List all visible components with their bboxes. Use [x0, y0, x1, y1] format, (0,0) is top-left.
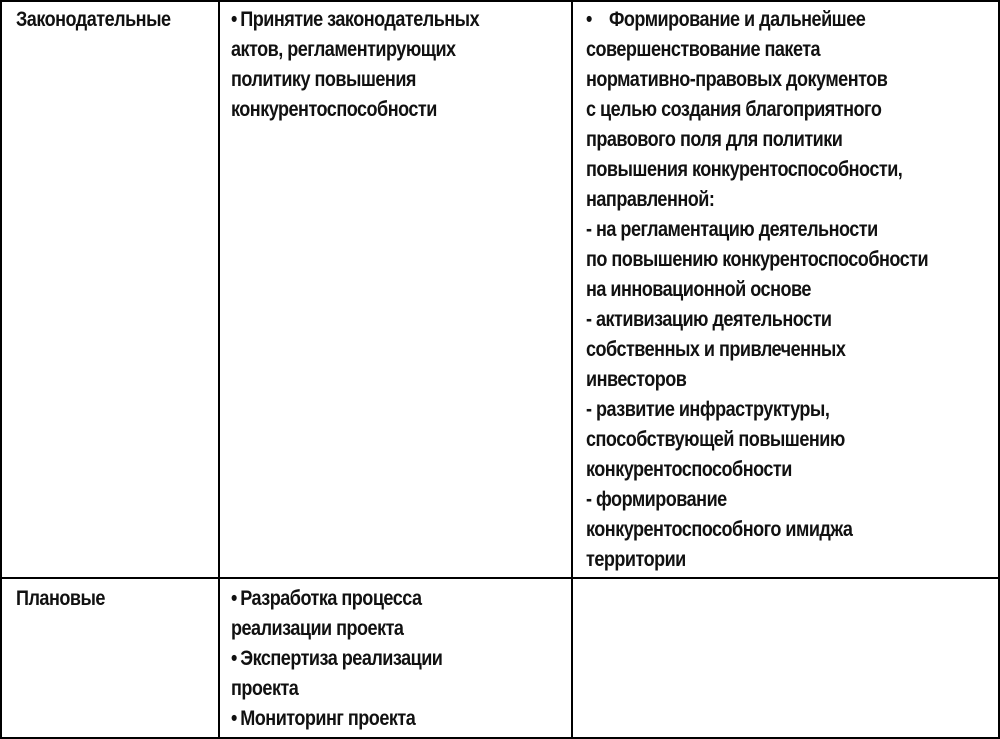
measure-line: конкурентоспособности	[231, 98, 437, 121]
table-border-left	[0, 0, 2, 739]
row-2-type-label: Плановые	[16, 587, 105, 610]
notes-line: конкурентоспособного имиджа	[586, 518, 853, 541]
measure-line: политику повышения	[231, 68, 416, 91]
notes-line: - развитие инфраструктуры,	[586, 398, 830, 421]
row-1-type-label: Законодательные	[16, 8, 171, 31]
notes-line: конкурентоспособности	[586, 458, 792, 481]
notes-line: направленной:	[586, 188, 715, 211]
row-1-measures-cell	[231, 5, 479, 125]
measure-line: • Разработка процесса	[231, 584, 442, 614]
measure-line: реализации проекта	[231, 617, 404, 640]
notes-line: способствующей повышению	[586, 428, 845, 451]
notes-line: - формирование	[586, 488, 727, 511]
notes-line: территории	[586, 548, 686, 571]
measure-line: • Экспертиза реализации	[231, 644, 442, 674]
row-1-type-cell	[16, 5, 171, 35]
notes-line: - на регламентацию деятельности	[586, 218, 878, 241]
notes-line: повышения конкурентоспособности,	[586, 158, 903, 181]
notes-line: собственных и привлеченных	[586, 338, 846, 361]
row-1-notes-cell	[586, 5, 928, 575]
column-divider-1	[218, 0, 220, 739]
measure-line: • Принятие законодательных	[231, 5, 479, 35]
notes-line: инвесторов	[586, 368, 687, 391]
column-divider-2	[571, 0, 573, 739]
notes-line: нормативно-правовых документов	[586, 68, 888, 91]
notes-line: по повышению конкурентоспособности	[586, 248, 929, 271]
row-2-measures-cell	[231, 584, 442, 734]
measure-line: актов, регламентирующих	[231, 38, 456, 61]
notes-line: совершенствование пакета	[586, 38, 821, 61]
measure-line: • Мониторинг проекта	[231, 704, 442, 734]
row-divider	[0, 577, 1000, 579]
notes-line: правового поля для политики	[586, 128, 843, 151]
notes-line: • Формирование и дальнейшее	[586, 5, 928, 35]
notes-line: с целью создания благоприятного	[586, 98, 882, 121]
measure-line: проекта	[231, 677, 299, 700]
notes-line: - активизацию деятельности	[586, 308, 832, 331]
notes-line: на инновационной основе	[586, 278, 811, 301]
row-2-type-cell	[16, 584, 105, 614]
table-border-top	[0, 0, 1000, 2]
